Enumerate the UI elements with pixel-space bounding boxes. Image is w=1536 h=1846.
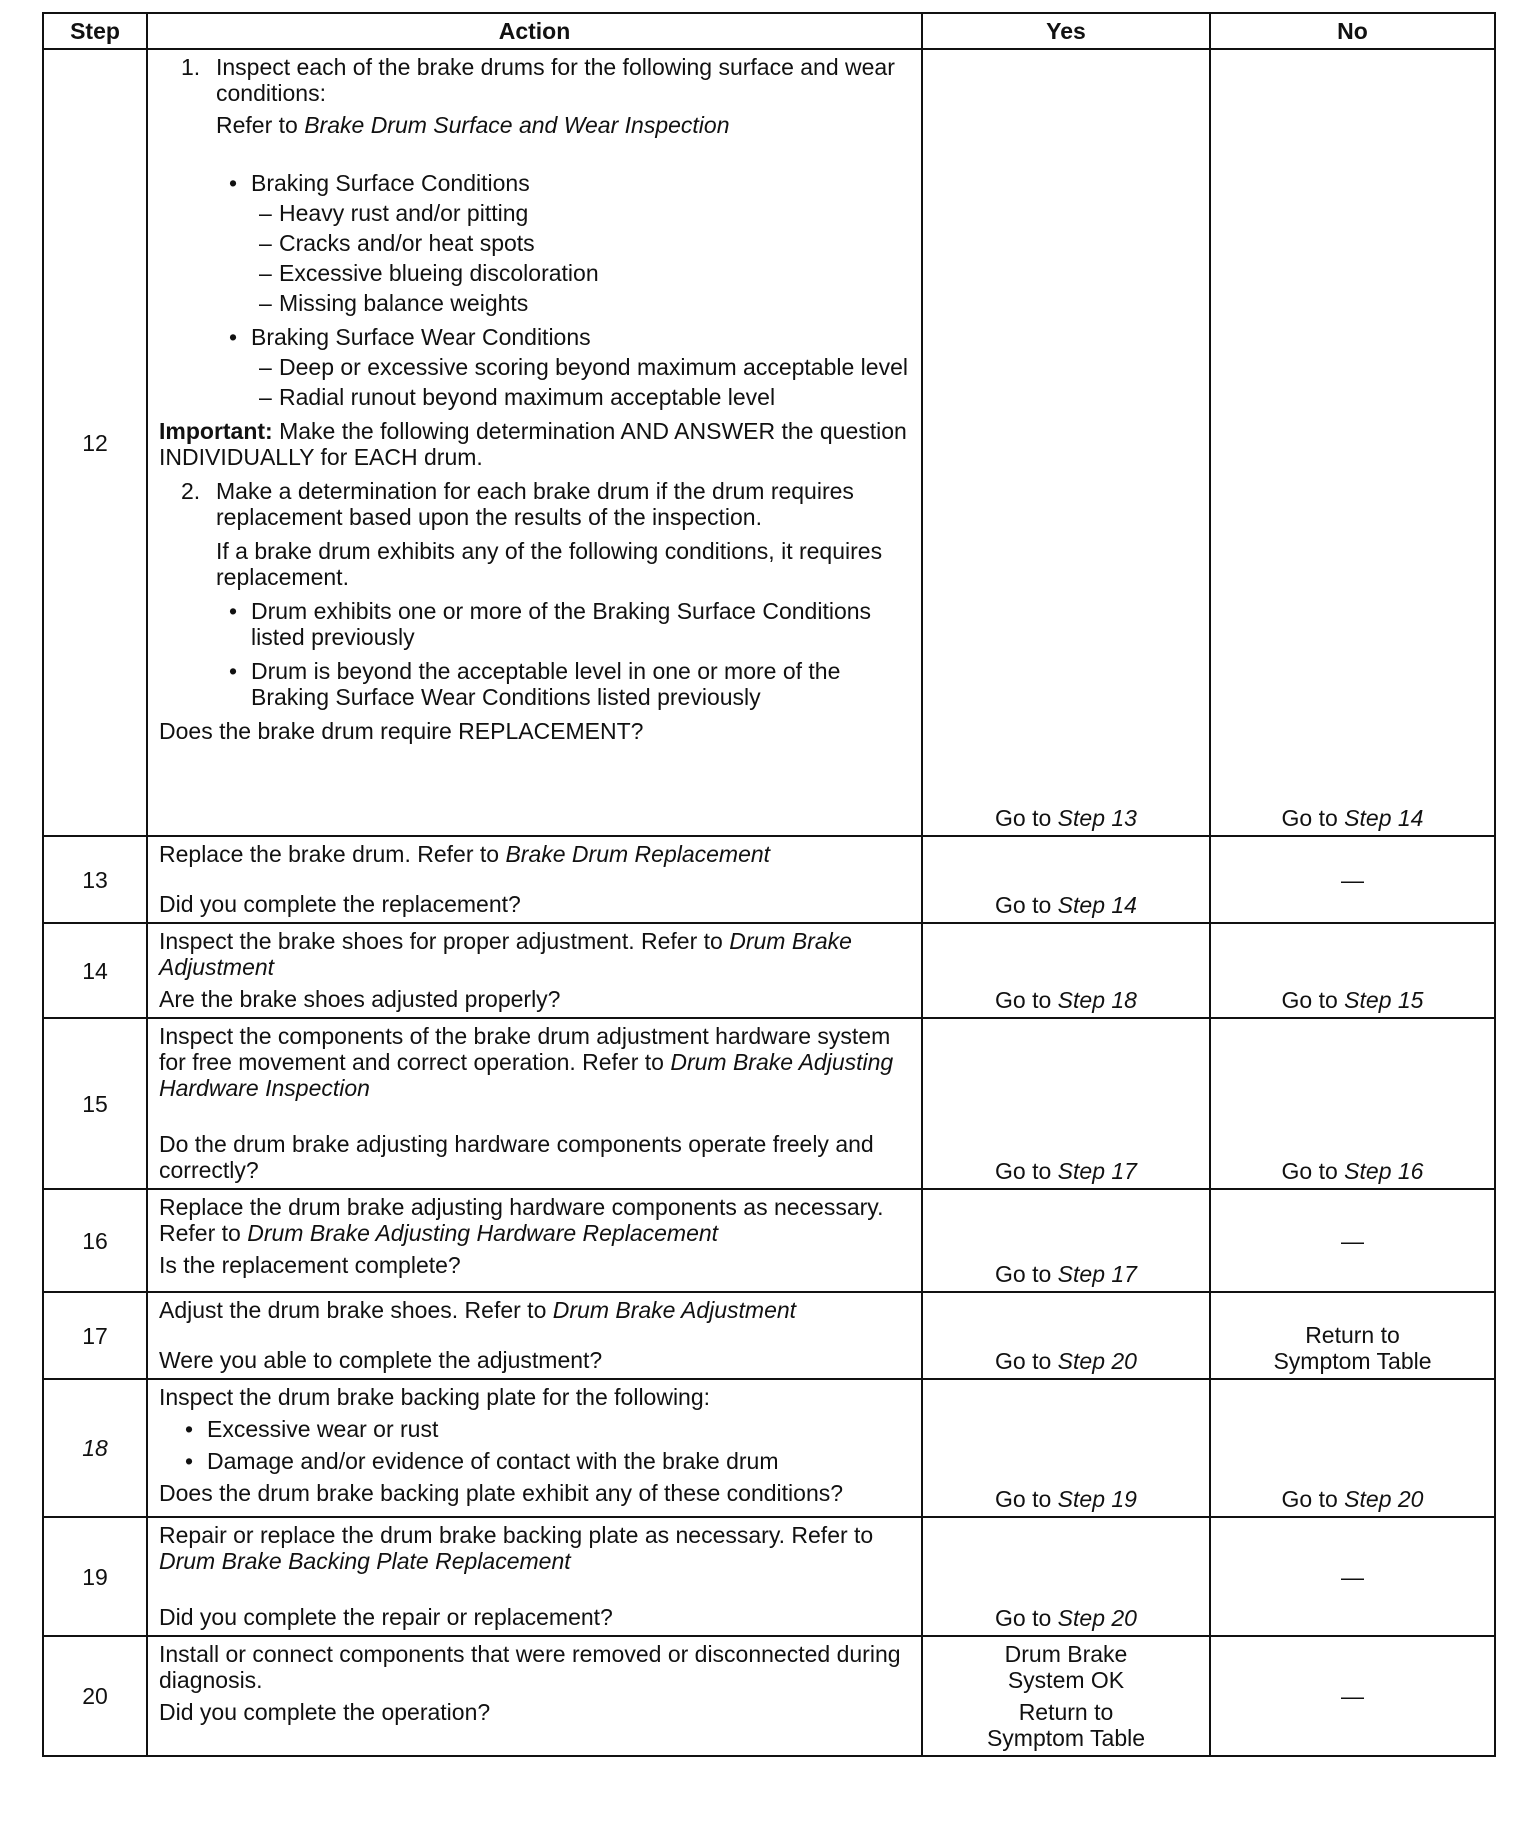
step-link[interactable]: Step 20: [1344, 1486, 1424, 1512]
refer-line: Refer to Brake Drum Surface and Wear Inspection: [216, 112, 730, 138]
note-text: If a brake drum exhibits any of the following conditions, it requires replacement.: [216, 538, 883, 590]
header-action: Action: [147, 13, 922, 49]
reference-link[interactable]: Brake Drum Surface and Wear Inspection: [304, 112, 730, 138]
step-number: 15: [43, 1018, 147, 1189]
list-item: • Excessive wear or rust: [185, 1416, 439, 1442]
list-item: • Braking Surface Wear Conditions: [229, 324, 591, 350]
list-item: – Excessive blueing discoloration: [259, 260, 599, 286]
yes-cell: Go to Step 19: [922, 1379, 1210, 1517]
question-text: Did you complete the operation?: [159, 1699, 491, 1725]
step-link[interactable]: Step 20: [1057, 1348, 1137, 1374]
action-cell: [147, 1636, 922, 1756]
yes-cell: Go to Step 14: [922, 836, 1210, 923]
reference-link[interactable]: Drum Brake Adjustment: [159, 928, 852, 980]
step-number: 13: [43, 836, 147, 923]
step-number: 20: [43, 1636, 147, 1756]
table-row: [43, 1189, 1495, 1292]
list-item: – Radial runout beyond maximum acceptable level: [259, 384, 776, 410]
question-text: Did you complete the replacement?: [159, 891, 521, 917]
no-cell: Go to Step 20: [1210, 1379, 1495, 1517]
question-text: Are the brake shoes adjusted properly?: [159, 986, 561, 1012]
list-item: – Heavy rust and/or pitting: [259, 200, 529, 226]
action-cell: [147, 49, 922, 836]
table-row: [43, 1636, 1495, 1756]
header-row: [43, 13, 1495, 49]
yes-cell: Go to Step 17: [922, 1189, 1210, 1292]
diagnostic-table: [42, 12, 1496, 1757]
result-ok-line: Drum Brake: [1004, 1641, 1128, 1667]
step-link[interactable]: Step 13: [1057, 805, 1137, 831]
list-item: – Cracks and/or heat spots: [259, 230, 535, 256]
step-link[interactable]: Step 16: [1344, 1158, 1424, 1184]
action-cell: [147, 1292, 922, 1379]
action-cell: [147, 1018, 922, 1189]
question-text: Were you able to complete the adjustment?: [159, 1347, 603, 1373]
question-text: Does the drum brake backing plate exhibit any of these conditions?: [159, 1480, 844, 1506]
return-line: Return to: [1018, 1699, 1114, 1725]
no-cell: Go to Step 15: [1210, 923, 1495, 1018]
question-text: Does the brake drum require REPLACEMENT?: [159, 718, 644, 744]
symptom-table-link[interactable]: Symptom Table: [986, 1725, 1146, 1751]
action-text: Inspect the brake shoes for proper adjustment. Refer to Drum Brake Adjustment: [159, 928, 852, 980]
header-step: Step: [43, 13, 147, 49]
step-link[interactable]: Step 18: [1057, 987, 1137, 1013]
yes-cell: Go to Step 17: [922, 1018, 1210, 1189]
result-ok-line: System OK: [1007, 1667, 1125, 1693]
symptom-table-link[interactable]: Symptom Table: [1273, 1348, 1432, 1374]
no-cell: Go to Step 16: [1210, 1018, 1495, 1189]
step-number: 12: [43, 49, 147, 836]
action-text: Replace the brake drum. Refer to Brake Drum Replacement: [159, 841, 771, 867]
action-text: Adjust the drum brake shoes. Refer to Drum Brake Adjustment: [159, 1297, 797, 1323]
step-number: 18: [43, 1379, 147, 1517]
numbered-item: 1. Inspect each of the brake drums for the following surface and wear conditions:: [181, 54, 895, 106]
numbered-item: 2. Make a determination for each brake drum if the drum requires replacement based upon the results of the inspection.: [181, 478, 854, 530]
important-note: Important: Make the following determination AND ANSWER the question INDIVIDUALLY for EACH drum.: [159, 418, 907, 470]
no-cell: [1210, 1292, 1495, 1379]
list-item: • Drum exhibits one or more of the Braking Surface Conditions listed previously: [229, 598, 872, 650]
action-text: Replace the drum brake adjusting hardware components as necessary. Refer to Drum Brake Adjusting Hardware Replacement: [159, 1194, 884, 1246]
no-cell: —: [1210, 1517, 1495, 1636]
list-item: – Deep or excessive scoring beyond maximum acceptable level: [259, 354, 908, 380]
header-no: No: [1210, 13, 1495, 49]
list-item: • Damage and/or evidence of contact with the brake drum: [185, 1448, 779, 1474]
table-row: [43, 49, 1495, 836]
action-cell: [147, 836, 922, 923]
table-row: [43, 923, 1495, 1018]
step-link[interactable]: Step 15: [1344, 987, 1424, 1013]
step-link[interactable]: Step 17: [1057, 1261, 1137, 1287]
question-text: Is the replacement complete?: [159, 1252, 461, 1278]
question-text: Did you complete the repair or replacement?: [159, 1604, 613, 1630]
step-number: 17: [43, 1292, 147, 1379]
table-row: [43, 836, 1495, 923]
no-cell: —: [1210, 836, 1495, 923]
action-cell: [147, 1517, 922, 1636]
no-cell: Go to Step 14: [1210, 49, 1495, 836]
table-row: [43, 1517, 1495, 1636]
step-link[interactable]: Step 17: [1057, 1158, 1137, 1184]
reference-link[interactable]: Drum Brake Adjustment: [552, 1297, 797, 1323]
step-link[interactable]: Step 14: [1057, 892, 1137, 918]
question-text: Do the drum brake adjusting hardware components operate freely and correctly?: [159, 1131, 874, 1183]
yes-cell: Go to Step 18: [922, 923, 1210, 1018]
no-cell: —: [1210, 1636, 1495, 1756]
list-item: – Missing balance weights: [259, 290, 529, 316]
step-number: 16: [43, 1189, 147, 1292]
yes-cell: Go to Step 20: [922, 1517, 1210, 1636]
reference-link[interactable]: Drum Brake Adjusting Hardware Inspection: [159, 1049, 894, 1101]
header-yes: Yes: [922, 13, 1210, 49]
reference-link[interactable]: Drum Brake Backing Plate Replacement: [159, 1548, 571, 1574]
action-text: Inspect the components of the brake drum adjustment hardware system for free movement and correct operation. Refer to Drum Brake Adjusting Hardware Inspection: [159, 1023, 894, 1101]
step-number: 14: [43, 923, 147, 1018]
action-text: Repair or replace the drum brake backing plate as necessary. Refer to Drum Brake Backing Plate Replacement: [159, 1522, 874, 1574]
action-cell: [147, 1189, 922, 1292]
action-text: Inspect the drum brake backing plate for the following:: [159, 1384, 711, 1410]
reference-link[interactable]: Brake Drum Replacement: [505, 841, 771, 867]
table-row: [43, 1018, 1495, 1189]
list-item: • Drum is beyond the acceptable level in one or more of the Braking Surface Wear Conditions listed previously: [229, 658, 841, 710]
action-cell: [147, 1379, 922, 1517]
yes-cell: [922, 1636, 1210, 1756]
step-link[interactable]: Step 20: [1057, 1605, 1137, 1631]
no-cell: —: [1210, 1189, 1495, 1292]
yes-cell: Go to Step 20: [922, 1292, 1210, 1379]
table-row: [43, 1292, 1495, 1379]
action-cell: [147, 923, 922, 1018]
yes-cell: Go to Step 13: [922, 49, 1210, 836]
table-row: [43, 1379, 1495, 1517]
return-line: Return to: [1305, 1322, 1400, 1348]
step-number: 19: [43, 1517, 147, 1636]
reference-link[interactable]: Drum Brake Adjusting Hardware Replacement: [247, 1220, 719, 1246]
list-item: • Braking Surface Conditions: [229, 170, 530, 196]
action-text: Install or connect components that were removed or disconnected during diagnosis.: [159, 1641, 901, 1693]
step-link[interactable]: Step 14: [1344, 805, 1424, 831]
step-link[interactable]: Step 19: [1057, 1486, 1137, 1512]
